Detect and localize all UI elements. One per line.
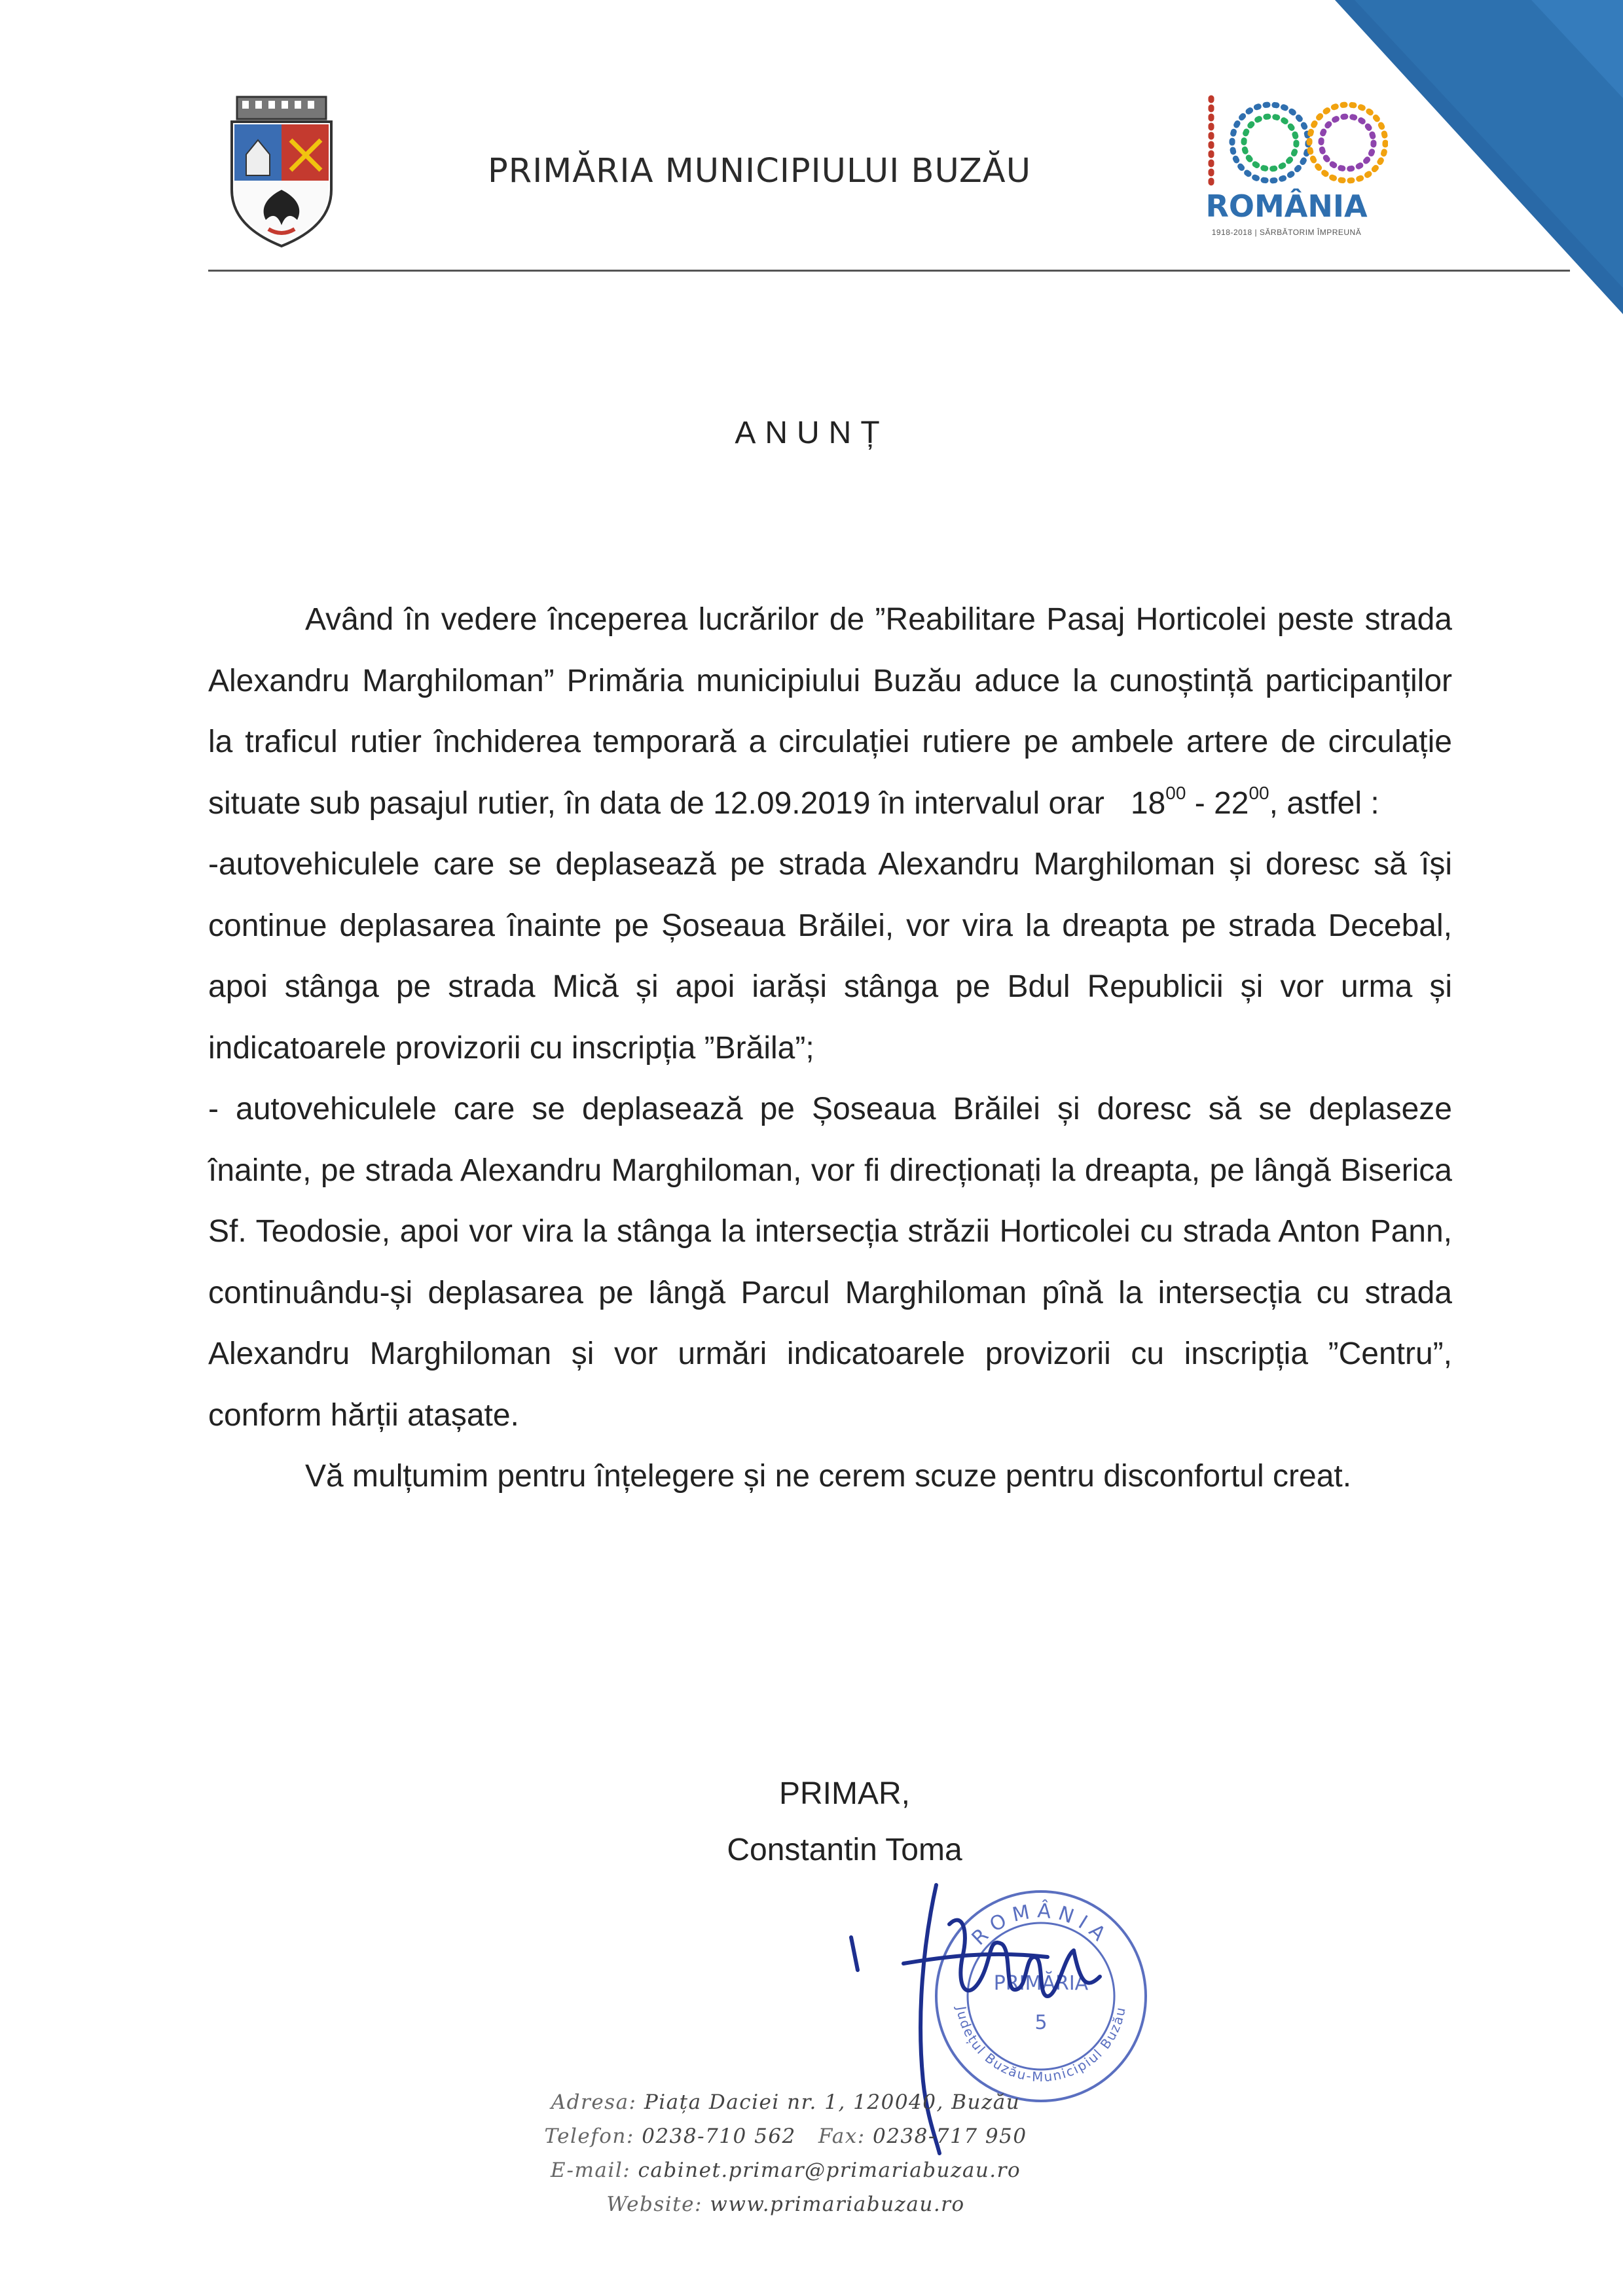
paragraph-intro-text: Având în vedere începerea lucrărilor de ”Reabilitare Pasaj Horticolei peste strada Alexandru Marghiloman” Primăria municipiului Buzău aduce la cunoștință participanților la traficul rutier închiderea temporară a circulației rutiere pe ambele artere de circulație situate sub pasajul rutier, în data de 12.09.2019 în intervalul orar: [208, 602, 1452, 821]
time-from: 18: [1130, 785, 1166, 821]
phone-value: 0238-710 562: [642, 2125, 796, 2148]
footer-address-line: [458, 2085, 1113, 2119]
stamp-arc-text: Județul Buzău-Municipiul Buzău: [953, 2005, 1129, 2085]
paragraph-intro-end: , astfel :: [1269, 785, 1379, 821]
email-label: E-mail:: [550, 2159, 631, 2182]
centenary-logo: [1185, 92, 1388, 249]
paragraph-intro: [208, 589, 1452, 834]
time-to-minutes: 00: [1249, 782, 1269, 803]
paragraph-route-2: - autovehiculele care se deplasează pe Șoseaua Brăilei și doresc să se deplaseze înainte, pe strada Alexandru Marghiloman, vor fi direcționați la dreapta, pe lângă Biserica Sf. Teodosie, apoi vor vira la stânga la intersecția străzii Horticolei cu strada Anton Pann, continuându-și deplasarea pe lângă Parcul Marghiloman pînă la intersecția cu strada Alexandru Marghiloman și vor urmări indicatoarele provizorii cu inscripția ”Centru”, conform hărții atașate.: [208, 1092, 1452, 1433]
signer-name: Constantin Toma: [727, 1833, 962, 1867]
header-divider: [208, 270, 1570, 272]
time-separator: -: [1186, 785, 1214, 821]
paragraph-route-1: -autovehiculele care se deplasează pe strada Alexandru Marghiloman și doresc să își continue deplasarea înainte pe Șoseaua Brăilei, vor vira la dreapta pe strada Decebal, apoi stânga pe strada Mică și apoi iarăși stânga pe Bdul Republicii și vor urma și indicatoarele provizorii cu inscripția ”Brăila”;: [208, 847, 1452, 1066]
centenary-word: ROMÂNIA: [1205, 188, 1368, 224]
phone-label: Telefon:: [544, 2125, 634, 2148]
time-to: 22: [1214, 785, 1249, 821]
header-title: PRIMĂRIA MUNICIPIULUI BUZĂU: [488, 152, 1032, 190]
footer-website-line: [458, 2187, 1113, 2221]
address-value: Piața Daciei nr. 1, 120040, Buzău: [644, 2090, 1021, 2114]
stamp-top-text: ROMÂNIA: [967, 1899, 1115, 1950]
fax-value: 0238-717 950: [873, 2125, 1027, 2148]
city-coat-of-arms-logo: [223, 92, 340, 249]
stamp-number: 5: [1034, 2011, 1048, 2034]
address-label: Adresa:: [551, 2090, 637, 2114]
centenary-subtitle: 1918-2018 | SĂRBĂTORIM ÎMPREUNĂ: [1211, 228, 1362, 237]
stamp-center-text: PRIMĂRIA: [993, 1972, 1089, 1995]
website-label: Website:: [606, 2193, 702, 2216]
signer-role: PRIMAR,: [778, 1776, 910, 1811]
footer-email-line: [458, 2153, 1113, 2187]
footer-contact: [458, 2085, 1113, 2221]
website-link[interactable]: www.primariabuzau.ro: [710, 2193, 965, 2216]
footer-phone-line: [458, 2119, 1113, 2153]
paragraph-closing: Vă mulțumim pentru înțelegere și ne cerem scuze pentru disconfortul creat.: [305, 1459, 1352, 1494]
announcement-body: [208, 589, 1452, 1507]
centenary-100-icon: [1185, 92, 1388, 190]
time-from-minutes: 00: [1165, 782, 1186, 803]
email-link[interactable]: cabinet.primar@primariabuzau.ro: [638, 2159, 1021, 2182]
document-title: ANUNȚ: [735, 416, 889, 450]
signature-block: [720, 1766, 969, 1878]
fax-label: Fax:: [818, 2125, 866, 2148]
